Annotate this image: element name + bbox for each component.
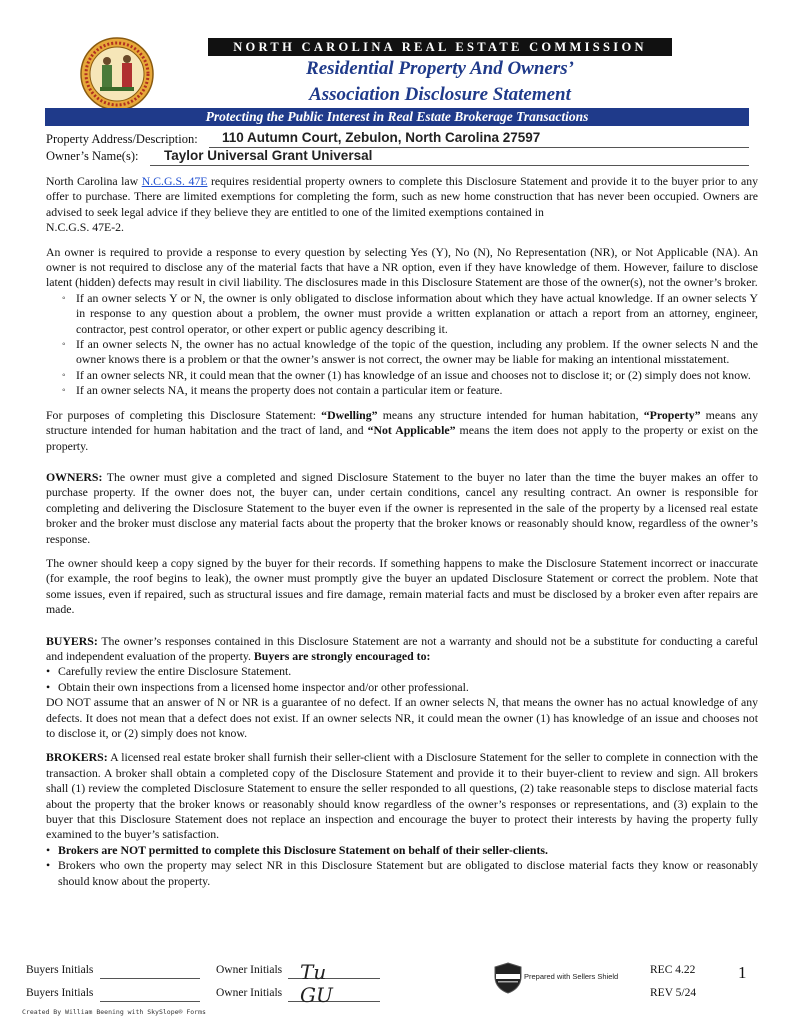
tagline-banner: Protecting the Public Interest in Real Estate Brokerage Transactions (45, 108, 749, 126)
rec-code: REC 4.22 (650, 964, 696, 976)
list-item: • Carefully review the entire Disclosure Statement. (46, 664, 292, 679)
buyers-paragraph: BUYERS: The owner’s responses contained in this Disclosure Statement are not a warranty and should not be a substitute for conducting a careful and independent evaluation of the property. Buyers are strongly encouraged to: (46, 633, 758, 663)
statute-link[interactable]: N.C.G.S. 47E (141, 174, 208, 188)
buyers-initials-label-1: Buyers Initials (26, 964, 94, 976)
owner-initials-label-2: Owner Initials (216, 987, 283, 999)
list-item: ◦ If an owner selects N, the owner has no actual knowledge of the topic of the question, including any problem. If the owner selects N and the owner knows there is a problem or that the owner’s answer is not correct, the owner may be liable for making an intentional misstatement. (62, 337, 758, 367)
owner-name-label: Owner’s Name(s): (46, 149, 139, 163)
brokers-heading: BROKERS: (46, 750, 108, 765)
buyers-warning-paragraph: DO NOT assume that an answer of N or NR is a guarantee of no defect. If an owner selects N, that means the owner has no actual knowledge of any defects. It does not mean that a defect does not exist. If an owner selects NR, it could mean the owner (1) has knowledge of an issue and chooses not to disclose it, or (2) simply does not know. (46, 695, 758, 740)
buyers-initials-field-1[interactable] (100, 978, 200, 979)
list-item: ◦ If an owner selects NA, it means the property does not contain a particular item or feature. (62, 383, 503, 398)
form-title-line1: Residential Property And Owners’ (306, 58, 574, 79)
list-item: • Brokers are NOT permitted to complete this Disclosure Statement on behalf of their seller-clients. (46, 842, 548, 857)
sellers-shield-icon (494, 962, 522, 994)
buyers-initials-label-2: Buyers Initials (26, 987, 94, 999)
owner-name-field[interactable]: Taylor Universal Grant Universal (164, 148, 373, 163)
list-item: • Obtain their own inspections from a licensed home inspector and/or other professional. (46, 679, 469, 694)
owner-initials-signature-2: GU (300, 983, 333, 1007)
page-number: 1 (738, 963, 747, 982)
owner-initials-signature-1: Tu (300, 960, 327, 984)
address-label: Property Address/Description: (46, 132, 198, 146)
list-item: ◦ If an owner selects NR, it could mean that the owner (1) has knowledge of an issue and chooses not to disclose it; or (2) simply does not know. (62, 367, 751, 382)
owner-initials-label-1: Owner Initials (216, 964, 283, 976)
prepared-with-note: Prepared with Sellers Shield (524, 972, 619, 981)
rev-code: REV 5/24 (650, 987, 697, 999)
list-item: • Brokers who own the property may select NR in this Disclosure Statement but are obligated to disclose material facts they know or reasonably should know about the property. (46, 858, 758, 888)
buyers-heading: BUYERS: (46, 633, 98, 648)
definitions-paragraph: For purposes of completing this Disclosure Statement: “Dwelling” means any structure intended for human habitation, “Property” means any structure intended for human habitation and the tract of land, and “Not Applicable” means the item does not apply to the property or exist on the property. (46, 407, 758, 453)
created-by-note: Created By William Beening with SkySlope® Forms (22, 1008, 206, 1016)
commission-seal-icon (80, 37, 154, 111)
intro-paragraph: North Carolina law N.C.G.S. 47E requires residential property owners to complete this Disclosure Statement and provide it to the buyer prior to any offer to purchase. There are limited exemptions for completing the form, such as new home construction that has never been occupied. Owners are advised to seek legal advice if they believe they are entitled to one of the limited exemptions contained in N.C.G.S. 47E-2. (46, 174, 758, 235)
owner-name-underline (150, 165, 749, 166)
form-title-line2: Association Disclosure Statement (309, 84, 571, 105)
owner-copy-paragraph: The owner should keep a copy signed by the buyer for their records. If something happens to make the Disclosure Statement incorrect or inaccurate (for example, the roof begins to leak), the owner must promptly give the buyer an updated Disclosure Statement or correct the problem. Note that some issues, even if repaired, such as structural issues and fire damage, remain material facts and must be disclosed by a broker even after repairs are made. (46, 555, 758, 617)
owners-heading: OWNERS: (46, 469, 103, 484)
response-paragraph: An owner is required to provide a response to every question by selecting Yes (Y), No (N), No Representation (NR), or Not Applicable (NA). An owner is not required to disclose any of the material facts that have a NR option, even if they have knowledge of them. However, failure to disclose latent (hidden) defects may result in civil liability. The disclosures made in this Disclosure Statement are those of the owner(s), not the owner’s broker. (46, 244, 758, 290)
brokers-paragraph: BROKERS: A licensed real estate broker shall furnish their seller-client with a Disclosure Statement for the seller to complete in connection with the transaction. A broker shall obtain a completed copy of the Disclosure Statement and provide it to their buyer-client to review and sign. All brokers shall (1) review the completed Disclosure Statement to ensure the seller responded to all questions, (2) take reasonable steps to disclose material facts about the property that the broker knows or reasonably should know regardless of the owner’s responses or representations, and (3) explain to the buyer that this Disclosure Statement does not replace an inspection and encourage the buyer to protect their interests by having the property fully examined to the buyer’s satisfaction. (46, 750, 758, 842)
buyers-initials-field-2[interactable] (100, 1001, 200, 1002)
address-field[interactable]: 110 Autumn Court, Zebulon, North Carolina 27597 (222, 130, 541, 145)
owners-paragraph: OWNERS: The owner must give a completed and signed Disclosure Statement to the buyer no later than the time the buyer makes an offer to purchase property. If the owner does not, the buyer can, under certain conditions, cancel any resulting contract. An owner is responsible for completing and delivering the Disclosure Statement to the buyer even if the owner is represented in the sale of the property by a licensed real estate broker and the broker must disclose any material facts about the property that the broker knows or reasonably should know, regardless of the owner’s response. (46, 469, 758, 546)
commission-banner: NORTH CAROLINA REAL ESTATE COMMISSION (208, 38, 672, 56)
list-item: ◦ If an owner selects Y or N, the owner is only obligated to disclose information about which they have actual knowledge. If an owner selects Y in response to any question about a problem, the owner must provide a written explanation or attach a report from an attorney, engineer, contractor, pest control operator, or other expert or public agency describing it. (62, 290, 758, 336)
disclosure-body (46, 174, 758, 889)
